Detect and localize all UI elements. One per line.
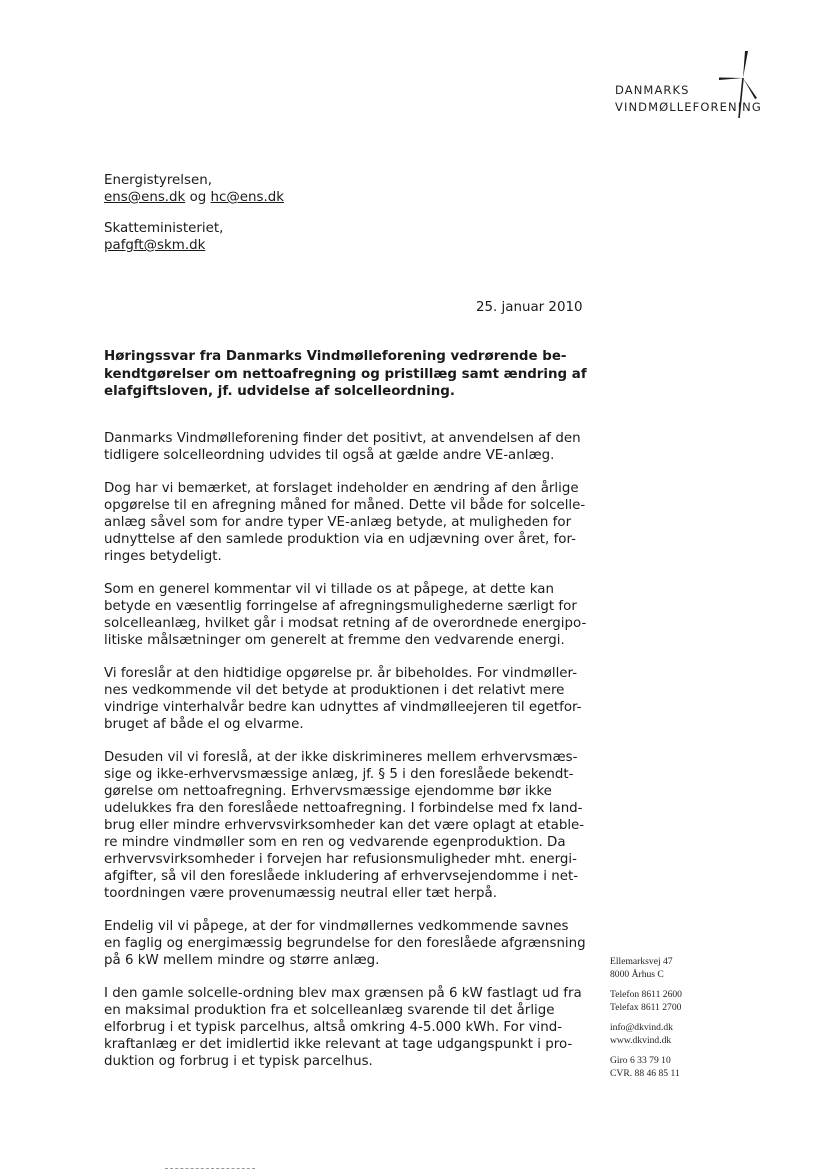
text-line: erhvervsvirksomheder i forvejen har refusionsmuligheder mht. energi- xyxy=(104,852,577,867)
paragraph xyxy=(104,749,589,902)
text-line: udnyttelse af den samlede produktion via en udjævning over året, for- xyxy=(104,532,576,547)
text-line: solcelleanlæg, hvilket går i modsat retning af de overordnede energipo- xyxy=(104,616,587,631)
subject-line: Høringssvar fra Danmarks Vindmølleforening vedrørende be- xyxy=(104,349,567,364)
text-line: tidligere solcelleordning udvides til også at gælde andre VE-anlæg. xyxy=(104,448,555,463)
logo xyxy=(612,48,782,118)
paragraph xyxy=(104,665,589,733)
subject-line: kendtgørelser om nettoafregning og pristillæg samt ændring af xyxy=(104,366,587,382)
recipient-name: Skatteministeriet, xyxy=(104,221,224,236)
text-line: betyde en væsentlig forringelse af afregningsmulighederne særligt for xyxy=(104,599,577,614)
text-line: nes vedkommende vil det betyde at produktionen i det relativt mere xyxy=(104,683,565,698)
text-line: opgørelse til en afregning måned for måned. Dette vil både for solcelle- xyxy=(104,498,586,513)
text-line: bruget af både el og elvarme. xyxy=(104,717,304,732)
text-line: vindrige vinterhalvår bedre kan udnyttes af vindmølleejeren til egetfor- xyxy=(104,700,582,715)
paragraph xyxy=(104,985,589,1070)
logo-line2: VINDMØLLEFORENING xyxy=(615,100,762,114)
text-line: ringes betydeligt. xyxy=(104,549,222,564)
text-line: Vi foreslår at den hidtidige opgørelse pr. år bibeholdes. For vindmøller- xyxy=(104,666,578,681)
text-line: toordningen være provenumæssig neutral eller tæt herpå. xyxy=(104,886,497,901)
recipient-energistyrelsen xyxy=(104,172,284,206)
letter-date: 25. januar 2010 xyxy=(476,300,583,315)
letter-body xyxy=(104,430,589,1086)
web-block xyxy=(610,1022,720,1047)
paragraph xyxy=(104,480,589,565)
text-line: afgifter, så vil den foreslåede inkludering af erhvervsejendomme i net- xyxy=(104,869,579,884)
text-line: på 6 kW mellem mindre og større anlæg. xyxy=(104,953,380,968)
registration-block xyxy=(610,1055,720,1080)
website[interactable]: www.dkvind.dk xyxy=(610,1034,672,1046)
text-line: Danmarks Vindmølleforening finder det positivt, at anvendelsen af den xyxy=(104,431,581,446)
text-line: udelukkes fra den foreslåede nettoafregning. I forbindelse med fx land- xyxy=(104,801,583,816)
phone-number: Telefon 8611 2600 xyxy=(610,989,682,1000)
text-line: anlæg såvel som for andre typer VE-anlæg betyde, at muligheden for xyxy=(104,515,572,530)
paragraph xyxy=(104,918,589,969)
recipient-name: Energistyrelsen, xyxy=(104,173,212,188)
cvr-number: CVR. 88 46 85 11 xyxy=(610,1067,680,1079)
text-line: sige og ikke-erhvervsmæssige anlæg, jf. § 5 i den foreslåede bekendt- xyxy=(104,767,574,782)
logo-line1: DANMARKS xyxy=(615,83,690,97)
text-line: litiske målsætninger om generelt at fremme den vedvarende energi. xyxy=(104,633,565,648)
text-line: en faglig og energimæssig begrundelse for den foreslåede afgrænsning xyxy=(104,936,586,951)
email-link-hc[interactable]: hc@ens.dk xyxy=(210,190,284,205)
paragraph xyxy=(104,430,589,464)
contact-email[interactable]: info@dkvind.dk xyxy=(610,1022,673,1033)
address-city: 8000 Århus C xyxy=(610,968,664,980)
subject-line: elafgiftsloven, jf. udvidelse af solcelleordning. xyxy=(104,384,455,399)
address-block xyxy=(610,956,720,981)
text-line: en maksimal produktion fra et solcelleanlæg svarende til det årlige xyxy=(104,1003,555,1018)
text-line: brug eller mindre erhvervsvirksomheder kan det være oplagt at etable- xyxy=(104,818,585,833)
text-line: Endelig vil vi påpege, at der for vindmøllernes vedkommende savnes xyxy=(104,919,569,934)
text-line: Dog har vi bemærket, at forslaget indeholder en ændring af den årlige xyxy=(104,481,579,496)
phone-block xyxy=(610,989,720,1014)
address-street: Ellemarksvej 47 xyxy=(610,956,673,967)
paragraph xyxy=(104,581,589,649)
text-line: elforbrug i et typisk parcelhus, altså omkring 4-5.000 kWh. For vind- xyxy=(104,1020,563,1035)
footer-divider xyxy=(165,1168,255,1169)
giro-number: Giro 6 33 79 10 xyxy=(610,1055,671,1066)
text-line: re mindre vindmøller som en ren og vedvarende egenproduktion. Da xyxy=(104,835,566,850)
text-line: Desuden vil vi foreslå, at der ikke diskrimineres mellem erhvervsmæs- xyxy=(104,750,578,765)
text-line: I den gamle solcelle-ordning blev max grænsen på 6 kW fastlagt ud fra xyxy=(104,986,582,1001)
recipient-skatteministeriet xyxy=(104,220,223,254)
letter-subject xyxy=(104,348,594,401)
email-link-ens[interactable]: ens@ens.dk xyxy=(104,190,186,205)
text-line: kraftanlæg er det imidlertid ikke relevant at tage udgangspunkt i pro- xyxy=(104,1037,573,1052)
text-line: duktion og forbrug i et typisk parcelhus. xyxy=(104,1054,373,1069)
contact-sidebar xyxy=(610,956,720,1088)
fax-number: Telefax 8611 2700 xyxy=(610,1001,682,1013)
text-line: Som en generel kommentar vil vi tillade os at påpege, at dette kan xyxy=(104,582,554,597)
email-link-skm[interactable]: pafgft@skm.dk xyxy=(104,238,206,253)
conjunction: og xyxy=(185,190,211,205)
text-line: gørelse om nettoafregning. Erhvervsmæssige ejendomme bør ikke xyxy=(104,784,552,799)
